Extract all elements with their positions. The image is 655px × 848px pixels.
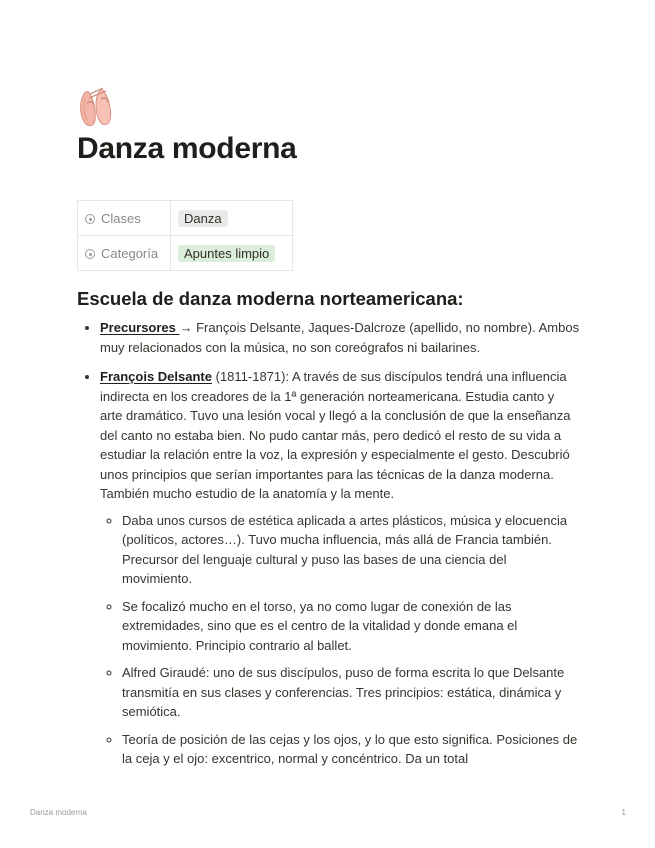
property-value[interactable] [171, 236, 293, 271]
footer-document-title: Danza moderna [30, 808, 87, 817]
term-precursores: Precursores [100, 320, 180, 335]
sub-list-item: ◦ Se focalizó mucho en el torso, ya no como lugar de conexión de las extremidades, sino que es el centro de la vitalidad y donde emana el movimiento. Principio contrario al ballet. [122, 597, 580, 656]
term-francois-delsante: François Delsante [100, 369, 212, 384]
sub-list-item: ◦ Daba unos cursos de estética aplicada a artes plásticos, música y elocuencia (políticos, actores…). Tuvo mucha influencia, más allá de Francia también. Precursor del lenguaje cultural y puso las bases de una ciencia del movimiento. [122, 511, 580, 589]
property-row [78, 236, 293, 271]
property-key-label: Clases [101, 210, 141, 226]
property-key[interactable] [78, 201, 171, 236]
bullet-list [77, 318, 580, 769]
property-key-label: Categoría [101, 245, 159, 261]
list-item [100, 318, 580, 357]
list-item-text: → François Delsante, Jaques-Dalcroze (apellido, no nombre). Ambos muy relacionados con la música, no son coreógrafos ni bailarines. [100, 320, 580, 355]
properties-table [77, 200, 293, 271]
list-property-icon [85, 214, 95, 224]
sub-list-item: ◦ Teoría de posición de las cejas y los ojos, y lo que esto significa. Posiciones de la ceja y el ojo: excentrico, normal y concéntrico. Da un total [122, 730, 580, 769]
tag-danza: Danza [178, 210, 228, 227]
content-body [77, 318, 580, 779]
ballet-shoes-icon [77, 84, 123, 130]
sub-list-item: ◦ Alfred Giraudé: uno de sus discípulos, puso de forma escrita lo que Delsante transmitía en sus clases y conferencias. Tres principios: estática, dinámica y semiótica. [122, 663, 580, 722]
tag-apuntes-limpio: Apuntes limpio [178, 245, 275, 262]
page-title: Danza moderna [77, 132, 297, 165]
property-row [78, 201, 293, 236]
list-item-text: (1811-1871): A través de sus discípulos tendrá una influencia indirecta en los creadores de la 1ª generación norteamericana. Estudia canto y arte dramático. Tuvo una lesión vocal y llegó a la conclusión de que la enseñanza del canto no estaba bien. No pudo cantar más, pero dedicó el resto de su vida a estudiar la relación entre la voz, la expresión y especialmente el gesto. Descubrió unos principios que serían importantes para las técnicas de la danza moderna. También mucho estudio de la anatomía y la mente. [100, 369, 571, 501]
property-value[interactable] [171, 201, 293, 236]
section-heading: Escuela de danza moderna norteamericana: [77, 288, 464, 309]
footer-page-number: 1 [621, 808, 626, 817]
list-item [100, 367, 580, 769]
sub-bullet-list [100, 511, 580, 769]
property-key[interactable] [78, 236, 171, 271]
list-property-icon [85, 249, 95, 259]
